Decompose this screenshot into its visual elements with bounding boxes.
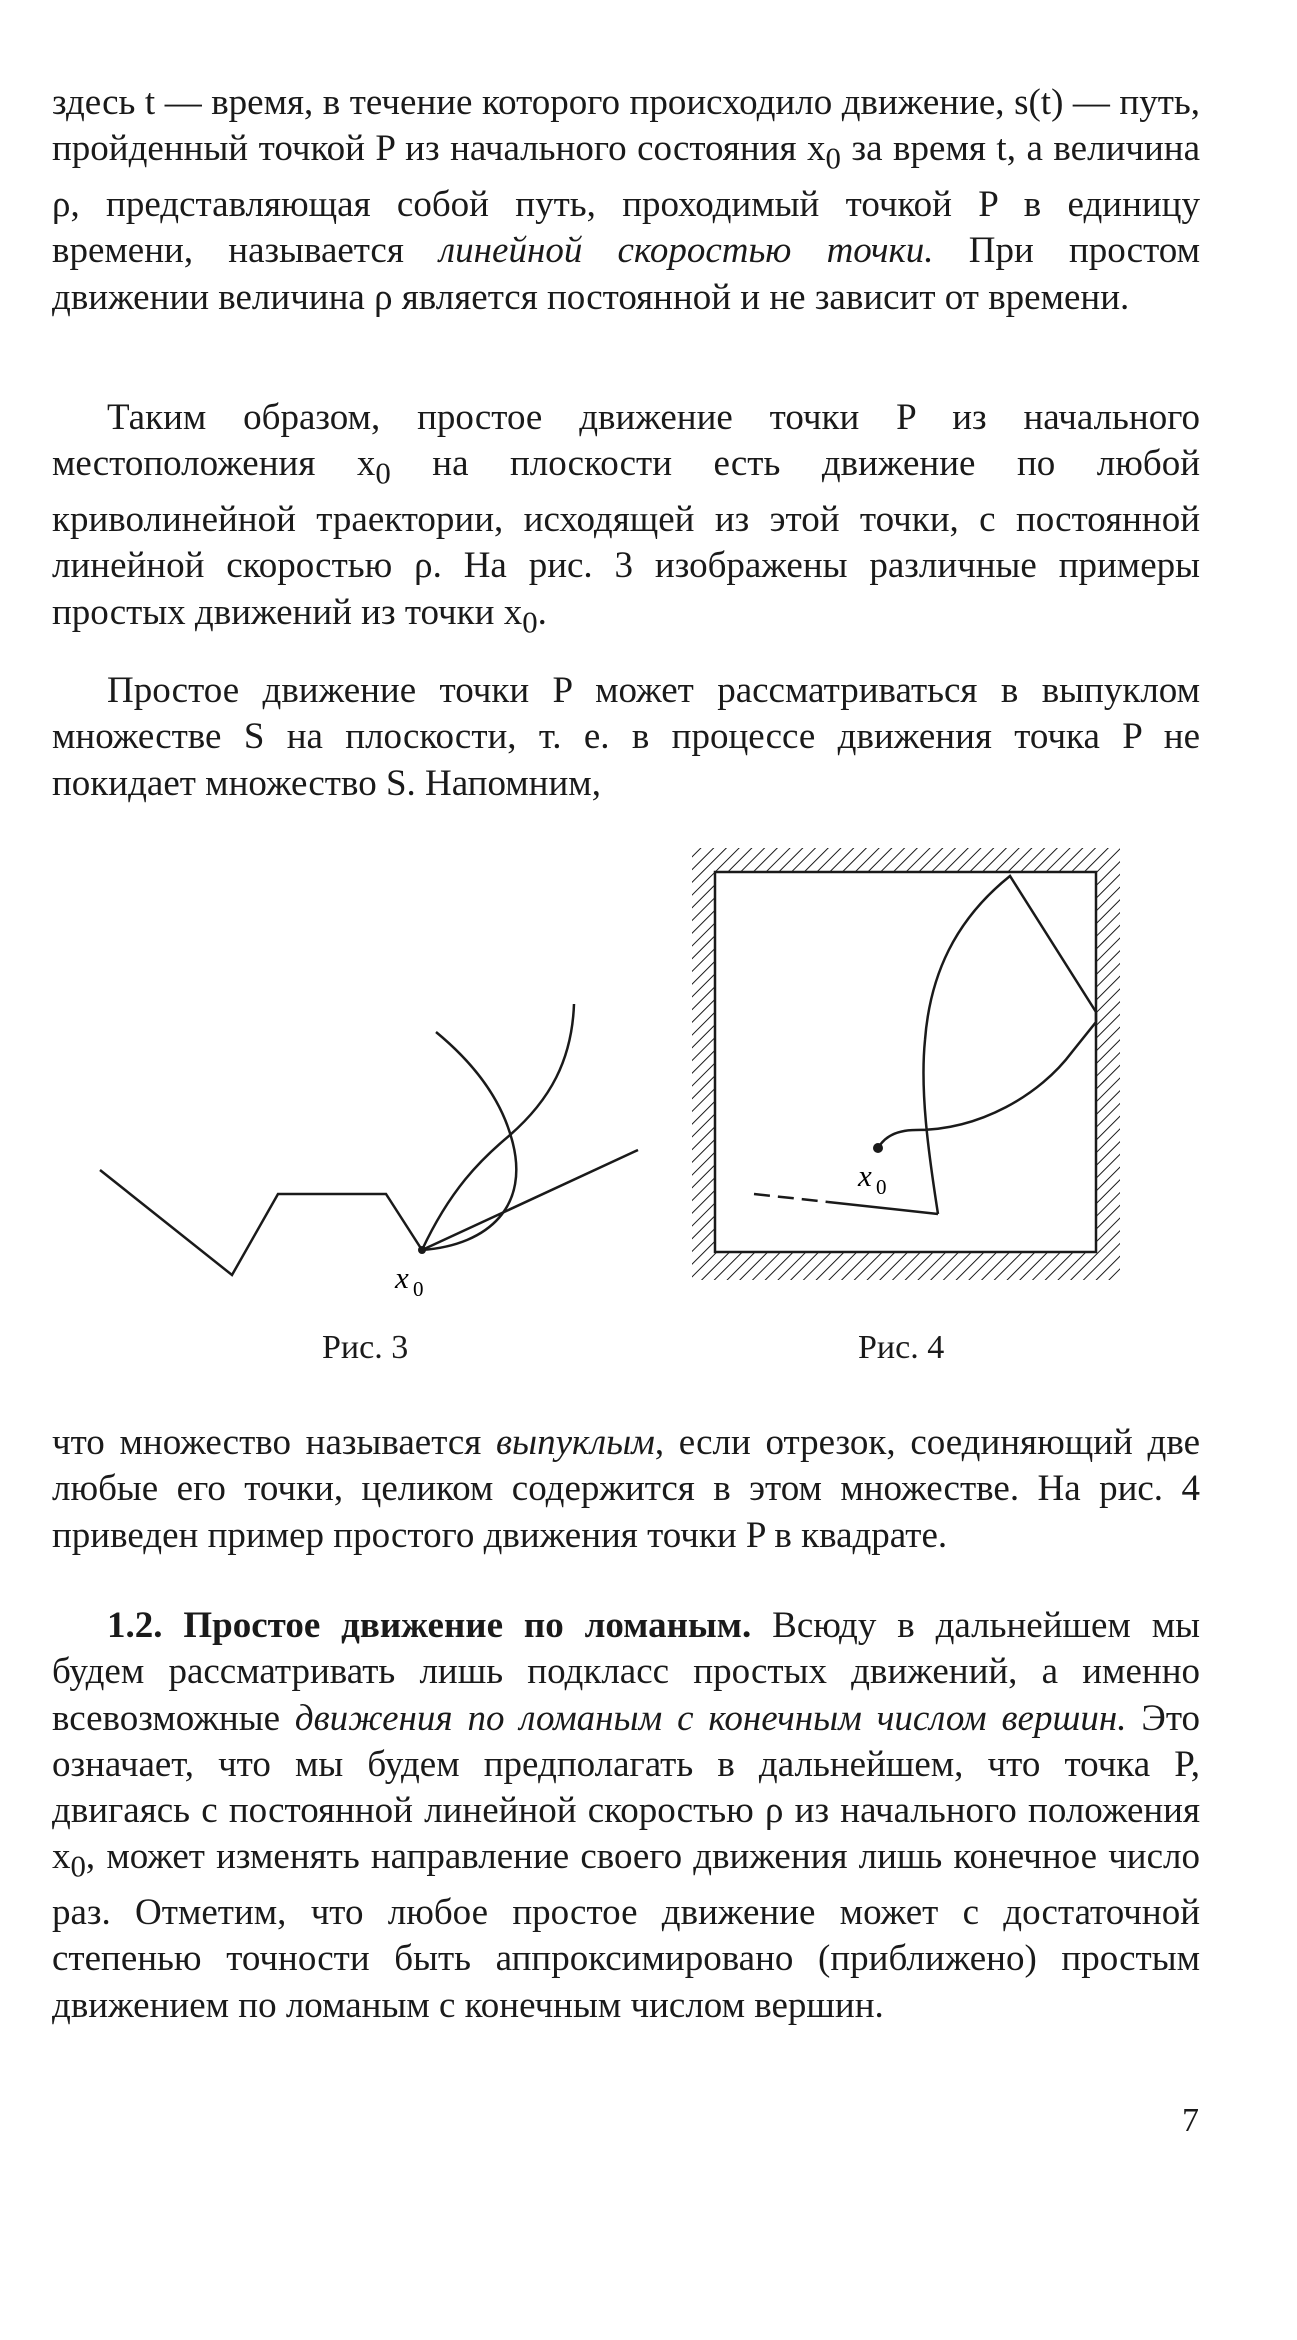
figure-4 [680,830,1140,1290]
paragraph-2: Таким образом, простое движение точки P из начального местоположения $x_0$ на плоскости есть движение по любой криволинейной траектории, исходящей из этой точки, с постоянной линейной скоростью ρ. На рис. 3 изображены различные примеры простых движений из точки $x_0$. [52,397,1200,639]
page-number: 7 [1182,2102,1199,2139]
fig4-point-label: x [858,1158,872,1193]
fig3-point-label: x [395,1260,409,1295]
fig4-straight-segment [828,1202,938,1214]
fig4-start-point [873,1143,883,1153]
fig3-start-point [418,1246,426,1254]
figure-3 [60,980,660,1300]
fig4-square-boundary [715,872,1096,1252]
fig4-hatched-border [692,848,1120,1280]
paragraph-4: что множество называется выпуклым, если отрезок, соединяющий две любые его точки, целиком содержится в этом множестве. На рис. 4 приведен пример простого движения точки P в квадрате. [52,1422,1200,1556]
fig4-dashed-segment [754,1194,828,1202]
paragraph-3: Простое движение точки P может рассматриваться в выпуклом множестве S на плоскости, т. е. в процессе движения точка P не покидает множество S. Напомним, [52,670,1200,804]
fig3-polyline-trajectory [100,1170,422,1275]
section-heading: 1.2. Простое движение по ломаным. [107,1605,752,1646]
fig4-trajectory [878,876,1096,1214]
figure-3-caption: Рис. 3 [322,1329,409,1366]
figure-4-caption: Рис. 4 [858,1329,945,1366]
fig4-point-subscript: 0 [876,1175,887,1199]
fig3-point-subscript: 0 [413,1277,424,1300]
paragraph-5: 1.2. Простое движение по ломаным. Всюду в дальнейшем мы будем рассматривать лишь подкласс простых движений, а именно всевозможные движения по ломаным с конечным числом вершин. Это означает, что мы будем предполагать в дальнейшем, что точка P, двигаясь с постоянной линейной скоростью ρ из начального положения $x_0$, может изменять направление своего движения лишь конечное число раз. Отметим, что любое простое движение может с достаточной степенью точности быть аппроксимировано (приближено) простым движением по ломаным с конечным числом вершин. [52,1605,1201,2026]
fig3-straight-trajectory [422,1150,638,1250]
paragraph-1: здесь t — время, в течение которого происходило движение, s(t) — путь, пройденный точкой P из начального состояния $x_0$ за время t, а величина ρ, представляющая собой путь, проходимый точкой P в единицу времени, называется линейной скоростью точки. При простом движении величина ρ является постоянной и не зависит от времени. [52,82,1200,318]
